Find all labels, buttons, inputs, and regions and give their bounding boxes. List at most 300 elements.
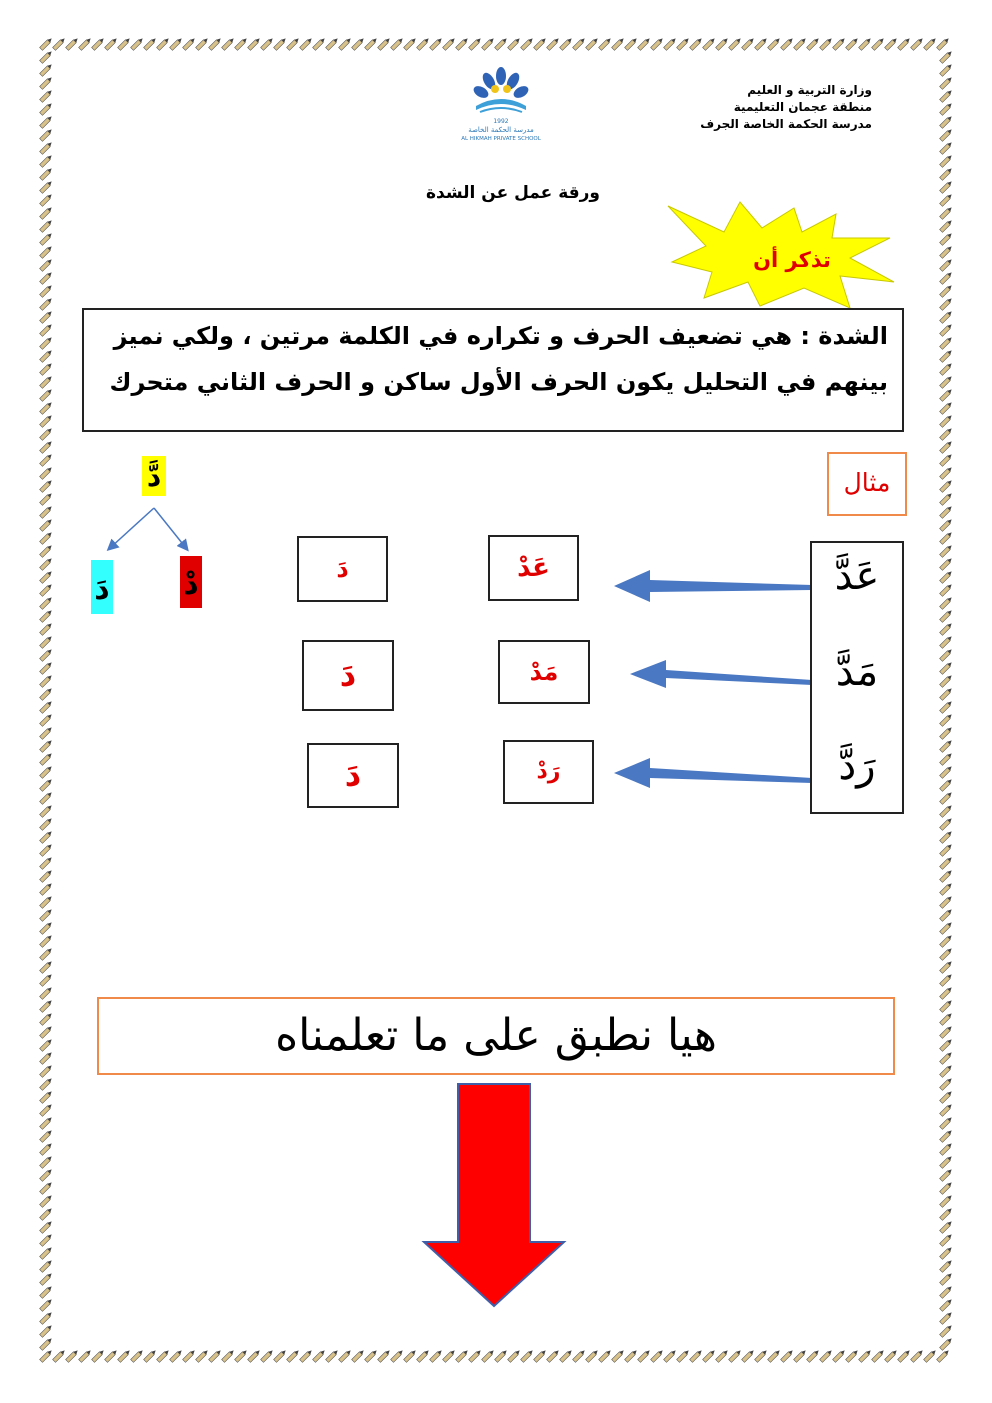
pencil-icon <box>131 37 144 50</box>
pencil-icon <box>940 245 953 258</box>
pencil-icon <box>274 37 287 50</box>
pencil-icon <box>940 1077 953 1090</box>
pencil-icon <box>508 37 521 50</box>
pencil-icon <box>40 102 53 115</box>
pencil-icon <box>40 921 53 934</box>
pencil-icon <box>885 1349 898 1362</box>
pencil-icon <box>940 180 953 193</box>
definition-line-1: الشدة : هي تضعيف الحرف و تكراره في الكلمة مرتين ، ولكي نميز <box>113 322 888 350</box>
pencil-icon <box>40 804 53 817</box>
pencil-icon <box>940 362 953 375</box>
pencil-icon <box>911 37 924 50</box>
pencil-icon <box>495 1349 508 1362</box>
pencil-icon <box>940 765 953 778</box>
pencil-icon <box>573 37 586 50</box>
pencil-icon <box>940 401 953 414</box>
pencil-icon <box>443 1349 456 1362</box>
pencil-icon <box>940 1038 953 1051</box>
pencil-icon <box>40 89 53 102</box>
pencil-icon <box>940 271 953 284</box>
pencil-icon <box>940 349 953 362</box>
pencil-icon <box>40 479 53 492</box>
pencil-icon <box>940 232 953 245</box>
pencil-icon <box>326 1349 339 1362</box>
pencil-icon <box>40 882 53 895</box>
pencil-icon <box>599 37 612 50</box>
pencil-icon <box>40 791 53 804</box>
logo-year: 1992 <box>493 118 509 125</box>
pencil-icon <box>940 557 953 570</box>
pencil-icon <box>940 414 953 427</box>
pencil-icon <box>940 1168 953 1181</box>
pencil-icon <box>940 128 953 141</box>
pencil-icon <box>937 37 950 50</box>
pencil-icon <box>625 37 638 50</box>
pencil-icon <box>261 1349 274 1362</box>
pencil-icon <box>940 739 953 752</box>
pencil-icon <box>794 1349 807 1362</box>
silent-letter-tag: دْ <box>180 556 202 608</box>
pencil-icon <box>40 388 53 401</box>
pencil-icon <box>940 1220 953 1233</box>
pencil-icon <box>820 37 833 50</box>
pencil-icon <box>40 271 53 284</box>
pencil-icon <box>833 37 846 50</box>
pencil-icon <box>716 37 729 50</box>
pencil-icon <box>638 1349 651 1362</box>
pencil-icon <box>940 843 953 856</box>
pencil-icon <box>40 1220 53 1233</box>
pencil-icon <box>940 492 953 505</box>
pencil-icon <box>940 453 953 466</box>
pencil-icon <box>53 1349 66 1362</box>
pencil-icon <box>40 37 53 50</box>
down-arrow-icon <box>420 1080 570 1310</box>
pencil-icon <box>940 1103 953 1116</box>
pencil-icon <box>482 37 495 50</box>
pencil-icon <box>40 297 53 310</box>
pencil-icon <box>547 1349 560 1362</box>
pencil-icon <box>885 37 898 50</box>
pencil-icon <box>940 50 953 63</box>
pencil-icon <box>638 37 651 50</box>
pencil-icon <box>940 466 953 479</box>
pencil-icon <box>144 1349 157 1362</box>
logo-name-arabic: مدرسة الحكمة الخاصة <box>468 126 534 134</box>
definition-line-2: بينهم في التحليل يكون الحرف الأول ساكن و الحرف الثاني متحرك <box>109 368 888 396</box>
pencil-icon <box>40 193 53 206</box>
pencil-icon <box>940 622 953 635</box>
pencil-icon <box>40 115 53 128</box>
pencil-icon <box>729 1349 742 1362</box>
pencil-icon <box>40 50 53 63</box>
pencil-icon <box>599 1349 612 1362</box>
pencil-icon <box>651 1349 664 1362</box>
pencil-icon <box>40 765 53 778</box>
pencil-icon <box>443 37 456 50</box>
pencil-icon <box>274 1349 287 1362</box>
pencil-icon <box>40 999 53 1012</box>
example-label: مثال <box>827 452 907 516</box>
pencil-icon <box>40 518 53 531</box>
pencil-icon <box>40 1116 53 1129</box>
pencil-icon <box>378 37 391 50</box>
pencil-icon <box>940 141 953 154</box>
pencil-icon <box>40 1298 53 1311</box>
pencil-icon <box>940 986 953 999</box>
pencil-icon <box>755 37 768 50</box>
pencil-icon <box>729 37 742 50</box>
pencil-icon <box>940 713 953 726</box>
pencil-icon <box>940 830 953 843</box>
pencil-icon <box>940 115 953 128</box>
pencil-icon <box>235 37 248 50</box>
pencil-icon <box>40 726 53 739</box>
pencil-icon <box>940 154 953 167</box>
pencil-icon <box>40 232 53 245</box>
header-line-zone: منطقة عجمان التعليمية <box>733 100 872 114</box>
pencil-icon <box>40 1337 53 1350</box>
pencil-icon <box>326 37 339 50</box>
pencil-icon <box>339 37 352 50</box>
pencil-icon <box>40 427 53 440</box>
pencil-icon <box>222 37 235 50</box>
pencil-icon <box>940 505 953 518</box>
pencil-icon <box>677 1349 690 1362</box>
pencil-icon <box>781 1349 794 1362</box>
pencil-icon <box>40 440 53 453</box>
pencil-icon <box>261 37 274 50</box>
pencil-icon <box>40 570 53 583</box>
pencil-icon <box>508 1349 521 1362</box>
pencil-icon <box>40 739 53 752</box>
pencil-icon <box>940 895 953 908</box>
pencil-icon <box>248 1349 261 1362</box>
pencil-icon <box>940 388 953 401</box>
pencil-icon <box>144 37 157 50</box>
pencil-icon <box>105 1349 118 1362</box>
pencil-icon <box>456 1349 469 1362</box>
pencil-icon <box>365 1349 378 1362</box>
pencil-icon <box>209 1349 222 1362</box>
pencil-icon <box>940 804 953 817</box>
pencil-icon <box>940 609 953 622</box>
pencil-icon <box>40 622 53 635</box>
diagram-branch-lines <box>100 500 200 560</box>
pencil-icon <box>940 934 953 947</box>
pencil-icon <box>940 440 953 453</box>
pencil-icon <box>40 362 53 375</box>
pencil-icon <box>40 674 53 687</box>
shadda-letter-tag: دَّ <box>142 456 166 496</box>
pencil-icon <box>40 258 53 271</box>
pencil-icon <box>40 141 53 154</box>
pencil-icon <box>40 1090 53 1103</box>
pencil-icon <box>40 1103 53 1116</box>
pencil-icon <box>339 1349 352 1362</box>
pencil-icon <box>859 1349 872 1362</box>
pencil-icon <box>768 1349 781 1362</box>
pencil-icon <box>690 1349 703 1362</box>
pencil-icon <box>940 1207 953 1220</box>
pencil-icon <box>872 37 885 50</box>
moving-letter-tag: دَ <box>91 560 113 614</box>
pencil-icon <box>690 37 703 50</box>
pencil-icon <box>40 323 53 336</box>
pencil-icon <box>573 1349 586 1362</box>
pencil-icon <box>625 1349 638 1362</box>
pencil-icon <box>940 856 953 869</box>
pencil-icon <box>586 37 599 50</box>
pencil-icon <box>40 1077 53 1090</box>
pencil-icon <box>417 37 430 50</box>
pencil-icon <box>940 1259 953 1272</box>
pencil-icon <box>781 37 794 50</box>
pencil-icon <box>40 336 53 349</box>
pencil-icon <box>352 37 365 50</box>
worksheet-title: ورقة عمل عن الشدة <box>425 183 600 203</box>
pencil-icon <box>40 557 53 570</box>
example-word: عَدَّ <box>834 553 880 599</box>
pencil-icon <box>940 1311 953 1324</box>
pencil-icon <box>940 1298 953 1311</box>
pencil-icon <box>807 1349 820 1362</box>
pencil-icon <box>40 310 53 323</box>
pencil-icon <box>940 1090 953 1103</box>
pencil-icon <box>40 869 53 882</box>
example-words-column <box>810 541 904 814</box>
pencil-icon <box>40 661 53 674</box>
pencil-icon <box>248 37 261 50</box>
pencil-icon <box>40 1012 53 1025</box>
pencil-icon <box>40 947 53 960</box>
example-word: مَدَّ <box>835 649 879 695</box>
pencil-icon <box>940 661 953 674</box>
pencil-icon <box>469 37 482 50</box>
pencil-icon <box>940 89 953 102</box>
pencil-icon <box>430 37 443 50</box>
pencil-icon <box>40 375 53 388</box>
pencil-icon <box>40 1168 53 1181</box>
pencil-icon <box>40 895 53 908</box>
pencil-icon <box>547 37 560 50</box>
second-letter-box: دَ <box>302 640 394 711</box>
pencil-icon <box>940 921 953 934</box>
pencil-icon <box>40 934 53 947</box>
pencil-icon <box>940 531 953 544</box>
pencil-icon <box>940 869 953 882</box>
pencil-icon <box>703 1349 716 1362</box>
pencil-icon <box>40 986 53 999</box>
pencil-icon <box>40 1259 53 1272</box>
pencil-icon <box>940 1155 953 1168</box>
pencil-icon <box>66 37 79 50</box>
pencil-icon <box>940 297 953 310</box>
example-word: رَدَّ <box>838 743 876 789</box>
pencil-icon <box>469 1349 482 1362</box>
pencil-icon <box>940 1051 953 1064</box>
pencil-icon <box>40 1207 53 1220</box>
pencil-icon <box>940 635 953 648</box>
pencil-icon <box>534 37 547 50</box>
pencil-icon <box>170 1349 183 1362</box>
pencil-icon <box>898 1349 911 1362</box>
pencil-icon <box>40 1051 53 1064</box>
pencil-icon <box>235 1349 248 1362</box>
pencil-icon <box>940 544 953 557</box>
pencil-icon <box>40 466 53 479</box>
pencil-icon <box>40 583 53 596</box>
pencil-icon <box>768 37 781 50</box>
pencil-icon <box>940 258 953 271</box>
header-line-school: مدرسة الحكمة الخاصة الجرف <box>700 117 872 131</box>
pencil-icon <box>940 570 953 583</box>
pencil-icon <box>53 37 66 50</box>
pencil-icon <box>940 674 953 687</box>
pencil-icon <box>940 1272 953 1285</box>
pencil-icon <box>911 1349 924 1362</box>
pencil-icon <box>612 1349 625 1362</box>
reminder-label: تذكر أن <box>753 248 831 272</box>
pencil-icon <box>940 518 953 531</box>
pencil-icon <box>940 479 953 492</box>
pencil-icon <box>651 37 664 50</box>
pencil-icon <box>40 492 53 505</box>
pencil-icon <box>40 856 53 869</box>
pencil-icon <box>40 1194 53 1207</box>
pencil-icon <box>833 1349 846 1362</box>
pencil-icon <box>40 505 53 518</box>
pencil-icon <box>40 713 53 726</box>
pencil-icon <box>703 37 716 50</box>
pencil-icon <box>40 687 53 700</box>
pencil-icon <box>40 700 53 713</box>
pencil-icon <box>40 245 53 258</box>
pencil-icon <box>40 219 53 232</box>
pencil-icon <box>157 37 170 50</box>
pencil-icon <box>560 1349 573 1362</box>
pencil-icon <box>430 1349 443 1362</box>
pencil-icon <box>92 1349 105 1362</box>
pencil-icon <box>940 960 953 973</box>
pencil-icon <box>40 817 53 830</box>
pencil-icon <box>40 648 53 661</box>
pencil-icon <box>940 648 953 661</box>
pencil-icon <box>940 219 953 232</box>
pencil-icon <box>456 37 469 50</box>
pencil-icon <box>40 1064 53 1077</box>
second-letter-box: دَ <box>307 743 399 808</box>
definition-box <box>82 308 904 432</box>
pencil-icon <box>940 1142 953 1155</box>
pencil-icon <box>940 1012 953 1025</box>
pencil-icon <box>940 752 953 765</box>
pencil-icon <box>40 973 53 986</box>
pencil-icon <box>300 37 313 50</box>
pencil-icon <box>313 37 326 50</box>
pencil-icon <box>40 206 53 219</box>
first-syllable-box: رَدْ <box>503 740 594 804</box>
pencil-icon <box>940 206 953 219</box>
pencil-icon <box>92 37 105 50</box>
example-arrows <box>600 560 820 800</box>
header-line-ministry: وزارة التربية و العليم <box>747 83 872 97</box>
pencil-icon <box>79 1349 92 1362</box>
pencil-icon <box>940 102 953 115</box>
pencil-icon <box>157 1349 170 1362</box>
ministry-header <box>700 82 872 133</box>
pencil-icon <box>940 1181 953 1194</box>
pencil-icon <box>40 1324 53 1337</box>
pencil-icon <box>940 973 953 986</box>
pencil-icon <box>40 154 53 167</box>
pencil-icon <box>391 1349 404 1362</box>
pencil-icon <box>940 1194 953 1207</box>
pencil-icon <box>677 37 690 50</box>
pencil-icon <box>924 37 937 50</box>
pencil-icon <box>196 37 209 50</box>
pencil-icon <box>940 700 953 713</box>
pencil-icon <box>534 1349 547 1362</box>
pencil-icon <box>40 778 53 791</box>
pencil-icon <box>209 37 222 50</box>
pencil-icon <box>940 284 953 297</box>
pencil-icon <box>313 1349 326 1362</box>
pencil-icon <box>40 752 53 765</box>
pencil-icon <box>40 284 53 297</box>
pencil-icon <box>940 1064 953 1077</box>
pencil-icon <box>940 310 953 323</box>
pencil-icon <box>40 63 53 76</box>
pencil-icon <box>898 37 911 50</box>
pencil-icon <box>105 37 118 50</box>
pencil-icon <box>300 1349 313 1362</box>
pencil-icon <box>940 76 953 89</box>
pencil-icon <box>40 1272 53 1285</box>
pencil-icon <box>586 1349 599 1362</box>
pencil-icon <box>940 167 953 180</box>
pencil-icon <box>742 1349 755 1362</box>
pencil-icon <box>40 908 53 921</box>
pencil-icon <box>40 960 53 973</box>
pencil-icon <box>940 908 953 921</box>
pencil-icon <box>40 1233 53 1246</box>
pencil-icon <box>940 882 953 895</box>
pencil-icon <box>521 1349 534 1362</box>
pencil-icon <box>794 37 807 50</box>
pencil-icon <box>196 1349 209 1362</box>
pencil-icon <box>859 37 872 50</box>
pencil-icon <box>40 1142 53 1155</box>
pencil-icon <box>40 609 53 622</box>
pencil-icon <box>560 37 573 50</box>
pencil-icon <box>131 1349 144 1362</box>
pencil-icon <box>404 1349 417 1362</box>
pencil-icon <box>664 1349 677 1362</box>
pencil-icon <box>940 583 953 596</box>
pencil-icon <box>40 1246 53 1259</box>
pencil-icon <box>846 1349 859 1362</box>
pencil-icon <box>391 37 404 50</box>
pencil-icon <box>287 1349 300 1362</box>
pencil-icon <box>940 63 953 76</box>
logo-name-english: AL HIKMAH PRIVATE SCHOOL <box>461 136 541 142</box>
pencil-icon <box>940 323 953 336</box>
pencil-icon <box>40 635 53 648</box>
pencil-icon <box>40 596 53 609</box>
first-syllable-box: عَدْ <box>488 535 579 601</box>
pencil-icon <box>940 193 953 206</box>
